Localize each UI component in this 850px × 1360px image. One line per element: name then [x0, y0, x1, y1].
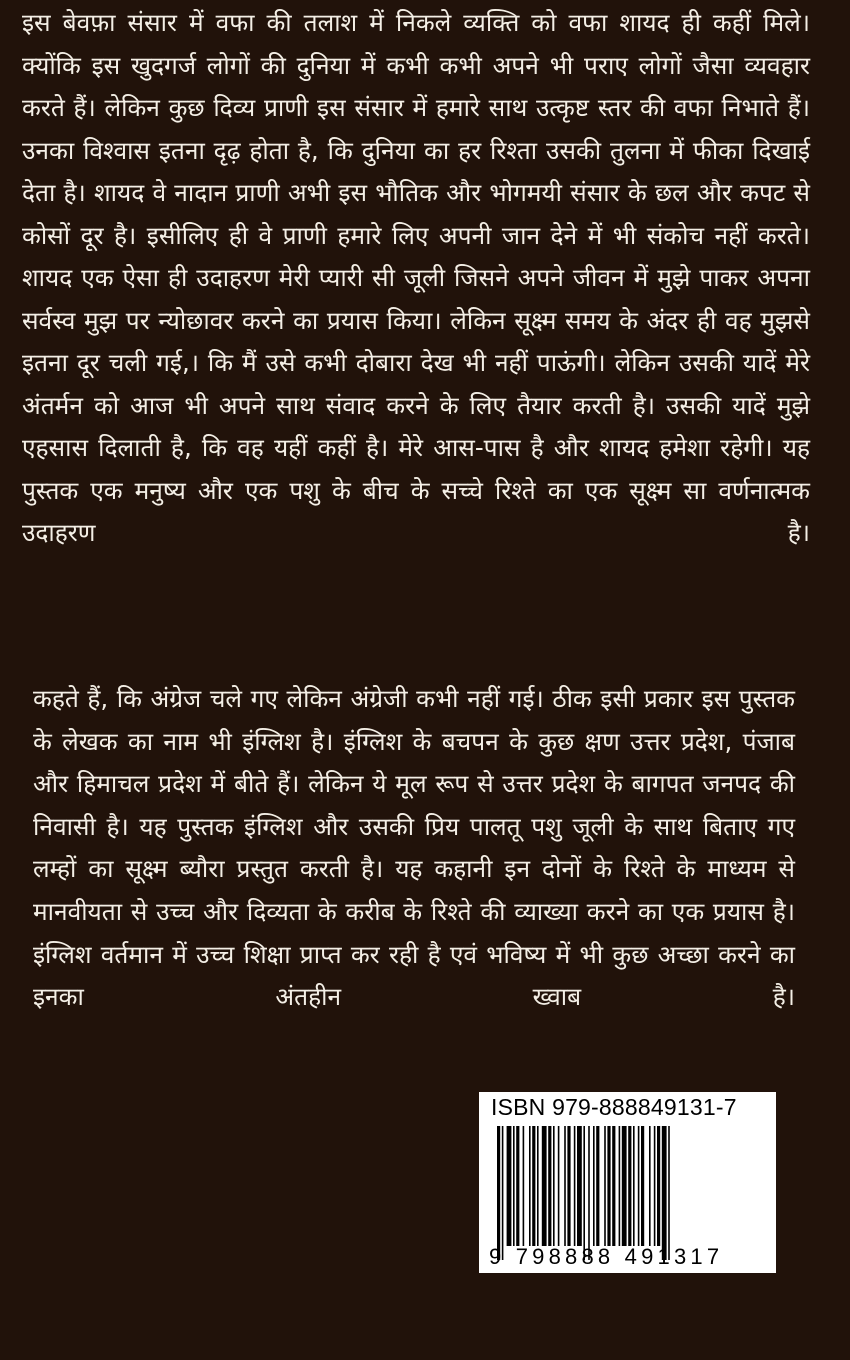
barcode-digits: 9 798888 491317	[489, 1244, 724, 1269]
isbn-label: ISBN 979-888849131-7	[491, 1094, 737, 1120]
isbn-barcode	[479, 1092, 776, 1273]
description-paragraph: इस बेवफ़ा संसार में वफा की तलाश में निकले व्यक्ति को वफा शायद ही कहीं मिले। क्योंकि इस खुदगर्ज लोगों की दुनिया में कभी कभी अपने भी पराए लोगों जैसा व्यवहार करते हैं। लेकिन कुछ दिव्य प्राणी इस संसार में हमारे साथ उत्कृष्ट स्तर की वफा निभाते हैं। उनका विश्वास इतना दृढ़ होता है, कि दुनिया का हर रिश्ता उसकी तुलना में फीका दिखाई देता है। शायद वे नादान प्राणी अभी इस भौतिक और भोगमयी संसार के छल और कपट से कोसों दूर है। इसीलिए ही वे प्राणी हमारे लिए अपनी जान देने में भी संकोच नहीं करते। शायद एक ऐसा ही उदाहरण मेरी प्यारी सी जूली जिसने अपने जीवन में मुझे पाकर अपना सर्वस्व मुझ पर न्योछावर करने का प्रयास किया। लेकिन सूक्ष्म समय के अंदर ही वह मुझसे इतना दूर चली गई,। कि मैं उसे कभी दोबारा देख भी नहीं पाऊंगी। लेकिन उसकी यादें मेरे अंतर्मन को आज भी अपने साथ संवाद करने के लिए तैयार करती है। उसकी यादें मुझे एहसास दिलाती है, कि वह यहीं कहीं है। मेरे आस-पास है और शायद हमेशा रहेगी। यह पुस्तक एक मनुष्य और एक पशु के बीच के सच्चे रिश्ते का एक सूक्ष्म सा वर्णनात्मक उदाहरण है।	[22, 8, 810, 547]
author-bio-paragraph: कहते हैं, कि अंग्रेज चले गए लेकिन अंग्रेजी कभी नहीं गई। ठीक इसी प्रकार इस पुस्तक के लेखक का नाम भी इंग्लिश है। इंग्लिश के बचपन के कुछ क्षण उत्तर प्रदेश, पंजाब और हिमाचल प्रदेश में बीते हैं। लेकिन ये मूल रूप से उत्तर प्रदेश के बागपत जनपद की निवासी है। यह पुस्तक इंग्लिश और उसकी प्रिय पालतू पशु जूली के साथ बिताए गए लम्हों का सूक्ष्म ब्यौरा प्रस्तुत करती है। यह कहानी इन दोनों के रिश्ते के माध्यम से मानवीयता से उच्च और दिव्यता के करीब के रिश्ते की व्याख्या करने का एक प्रयास है। इंग्लिश वर्तमान में उच्च शिक्षा प्राप्त कर रही है एवं भविष्य में भी कुछ अच्छा करने का इनका अंतहीन ख्वाब है।	[33, 684, 795, 1012]
barcode-bars	[497, 1126, 759, 1260]
